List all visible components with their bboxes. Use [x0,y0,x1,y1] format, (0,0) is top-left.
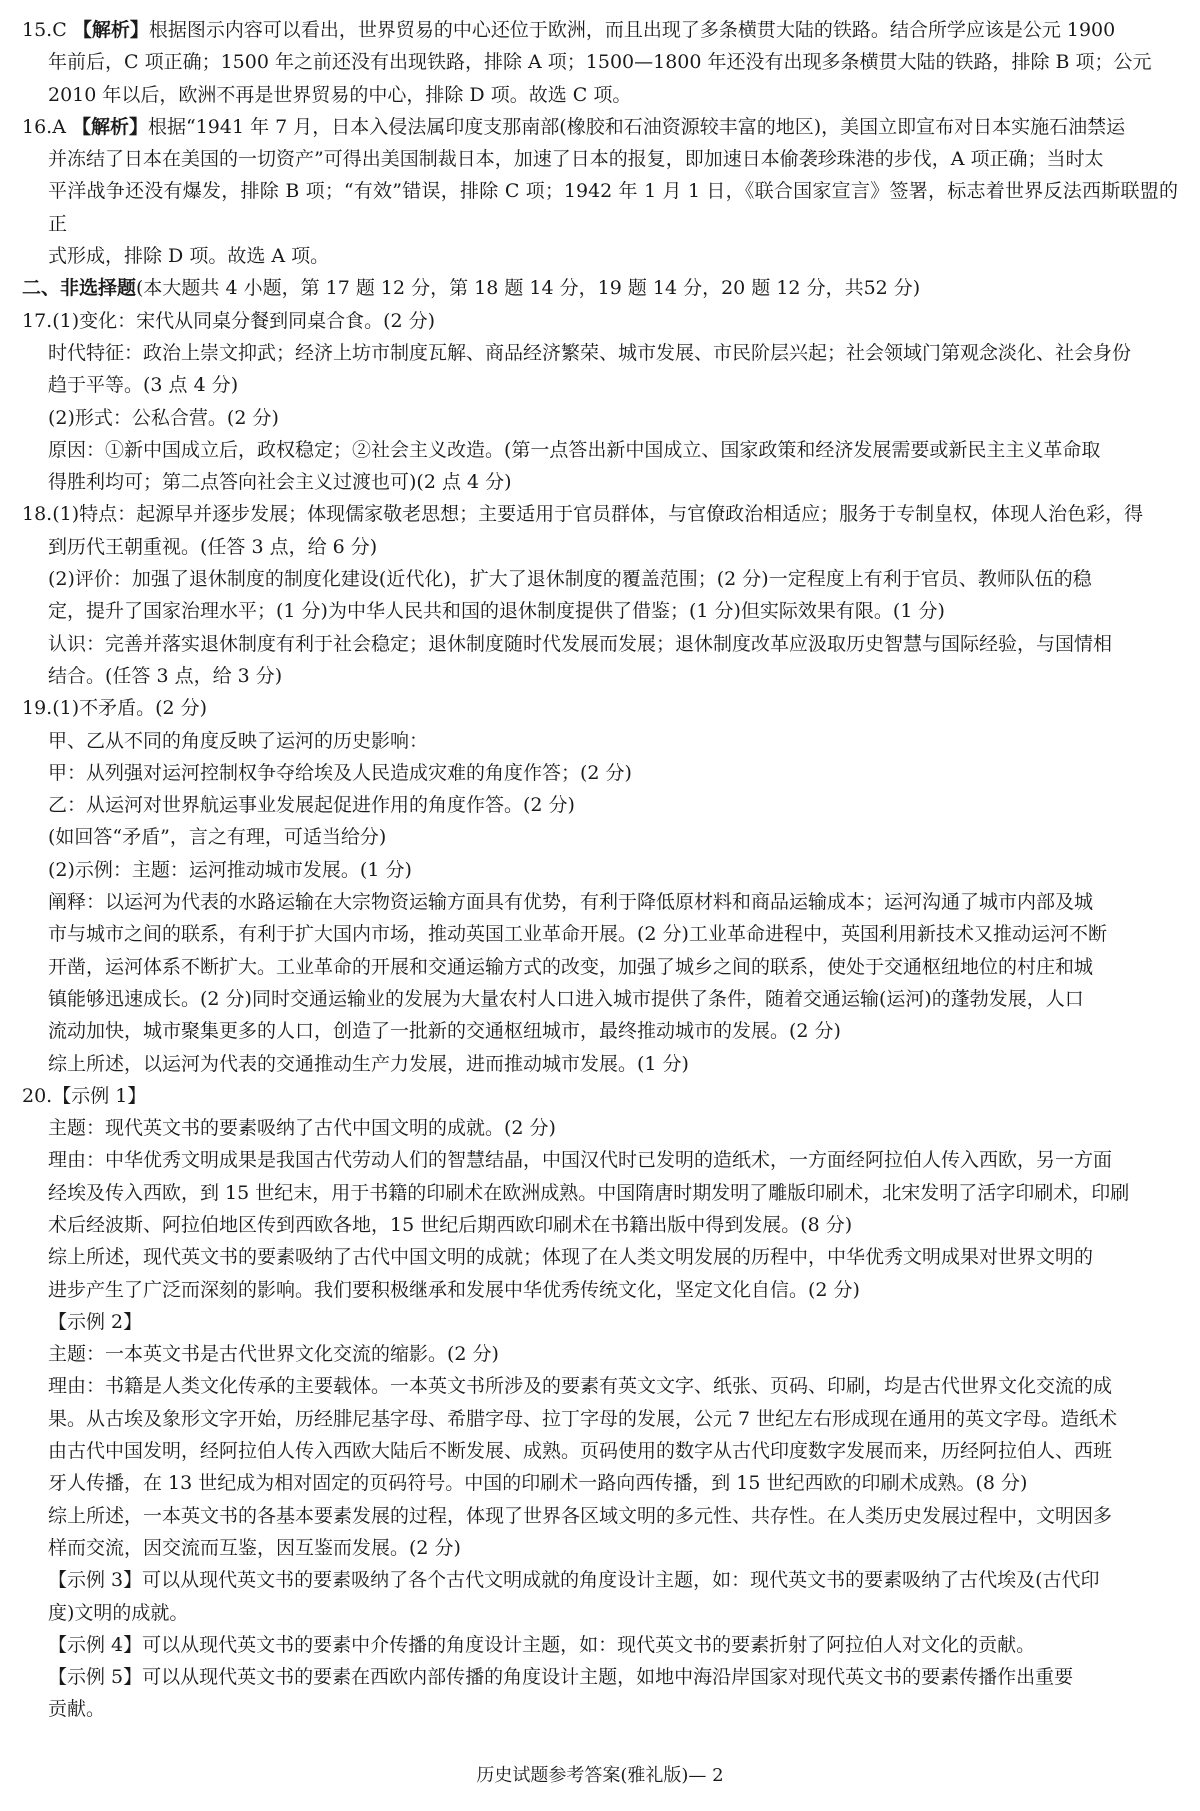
answer-17-line-2: 时代特征：政治上崇文抑武；经济上坊市制度瓦解、商品经济繁荣、城市发展、市民阶层兴起；社会领域门第观念淡化、社会身份 [48,341,1132,364]
answer-16-line-4: 式形成，排除 D 项。故选 A 项。 [48,245,330,268]
answer-15-label: 15.C [22,19,67,41]
answer-17-line-3: 趋于平等。(3 点 4 分) [48,374,239,397]
answer-17-line-4: (2)形式：公私合营。(2 分) [48,406,279,429]
answer-19-line-9: 开凿，运河体系不断扩大。工业革命的开展和交通运输方式的改变，加强了城乡之间的联系，使处于交通枢纽地位的村庄和城 [48,955,1094,978]
answer-15-line-2: 年前后，C 项正确；1500 年之前还没有出现铁路，排除 A 项；1500—1800 年还没有出现多条横贯大陆的铁路，排除 B 项；公元 [48,51,1152,74]
answer-17-line-6: 得胜利均可；第二点答向社会主义过渡也可)(2 点 4 分) [48,471,512,494]
example-2-line-3: 果。从古埃及象形文字开始，历经腓尼基字母、希腊字母、拉丁字母的发展，公元 7 世纪左右形成现在通用的英文字母。造纸术 [48,1407,1118,1430]
answer-19-line-6: (2)示例：主题：运河推动城市发展。(1 分) [48,858,412,881]
analysis-tag: 【解析】 [72,19,149,41]
example-4-label: 【示例 4】 [48,1633,143,1656]
example-4-text: 可以从现代英文书的要素中介传播的角度设计主题，如：现代英文书的要素折射了阿拉伯人对文化的贡献。 [142,1633,1036,1656]
example-1-line-5: 综上所述，现代英文书的要素吸纳了古代中国文明的成就；体现了在人类文明发展的历程中，中华优秀文明成果对世界文明的 [48,1246,1094,1269]
answer-19-line-3: 甲：从列强对运河控制权争夺给埃及人民造成灾难的角度作答；(2 分) [48,761,632,784]
example-4-line-1 [22,1629,1178,1661]
section-note: (本大题共 4 小题，第 17 题 12 分，第 18 题 14 分，19 题 14 分，20 题 12 分，共52 分) [136,277,921,300]
example-2-line-2: 理由：书籍是人类文化传承的主要载体。一本英文书所涉及的要素有英文文字、纸张、页码、印刷，均是古代世界文化交流的成 [48,1375,1113,1398]
answer-18-line-1: 18.(1)特点：起源早并逐步发展；体现儒家敬老思想；主要适用于官员群体，与官僚政治相适应；服务于专制皇权，体现人治色彩，得 [22,503,1144,526]
answer-19-line-10: 镇能够迅速成长。(2 分)同时交通运输业的发展为大量农村人口进入城市提供了条件，随着交通运输(运河)的蓬勃发展，人口 [48,987,1084,1010]
answer-18-line-5: 认识：完善并落实退休制度有利于社会稳定；退休制度随时代发展而发展；退休制度改革应汲取历史智慧与国际经验，与国情相 [48,632,1113,655]
example-2-line-4: 由古代中国发明，经阿拉伯人传入西欧大陆后不断发展、成熟。页码使用的数字从古代印度数字发展而来，历经阿拉伯人、西班 [48,1440,1113,1463]
answer-19-line-5: (如回答“矛盾”，言之有理，可适当给分) [48,826,387,849]
example-5-line-1 [22,1661,1178,1693]
example-1-line-3: 经埃及传入西欧，到 15 世纪末，用于书籍的印刷术在欧洲成熟。中国隋唐时期发明了雕版印刷术，北宋发明了活字印刷术，印刷 [48,1181,1130,1204]
answer-15-line-1 [22,14,1178,46]
answer-19-line-8: 市与城市之间的联系，有利于扩大国内市场，推动英国工业革命开展。(2 分)工业革命进程中，英国利用新技术又推动运河不断 [48,923,1107,946]
answer-17-line-5: 原因：①新中国成立后，政权稳定；②社会主义改造。(第一点答出新中国成立、国家政策和经济发展需要或新民主主义革命取 [48,438,1101,461]
answer-15 [22,14,1178,111]
example-2-line-6: 综上所述，一本英文书的各基本要素发展的过程，体现了世界各区域文明的多元性、共存性。在人类历史发展过程中，文明因多 [48,1504,1113,1527]
answer-18 [22,498,1178,692]
answer-18-line-3: (2)评价：加强了退休制度的制度化建设(近代化)，扩大了退休制度的覆盖范围；(2 分)一定程度上有利于官员、教师队伍的稳 [48,568,1092,591]
example-1-line-1: 主题：现代英文书的要素吸纳了古代中国文明的成就。(2 分) [48,1117,556,1140]
answer-17-line-1: 17.(1)变化：宋代从同桌分餐到同桌合食。(2 分) [22,309,436,332]
example-2-line-1: 主题：一本英文书是古代世界文化交流的缩影。(2 分) [48,1343,499,1366]
example-3-line-1 [22,1564,1178,1596]
answer-16-line-1 [22,111,1178,143]
answer-19-line-1: 19.(1)不矛盾。(2 分) [22,697,208,720]
answer-18-line-6: 结合。(任答 3 点，给 3 分) [48,664,283,687]
example-3-line-2: 度)文明的成就。 [48,1601,189,1624]
example-5-text: 可以从现代英文书的要素在西欧内部传播的角度设计主题，如地中海沿岸国家对现代英文书的要素传播作出重要 [142,1666,1074,1689]
answer-16-label: 16.A [22,115,66,138]
answer-19-line-12: 综上所述，以运河为代表的交通推动生产力发展，进而推动城市发展。(1 分) [48,1052,689,1075]
page-footer: 历史试题参考答案(雅礼版)— 2 [476,1765,724,1786]
example-2-line-7: 样而交流，因交流而互鉴，因互鉴而发展。(2 分) [48,1536,461,1559]
example-1-line-4: 术后经波斯、阿拉伯地区传到西欧各地，15 世纪后期西欧印刷术在书籍出版中得到发展。(8 分) [48,1213,853,1236]
answer-19-line-7: 阐释：以运河为代表的水路运输在大宗物资运输方面具有优势，有利于降低原材料和商品运输成本；运河沟通了城市内部及城 [48,891,1094,914]
answer-18-line-4: 定，提升了国家治理水平；(1 分)为中华人民共和国的退休制度提供了借鉴；(1 分)但实际效果有限。(1 分) [48,600,945,623]
example-3-text: 可以从现代英文书的要素吸纳了各个古代文明成就的角度设计主题，如：现代英文书的要素吸纳了古代埃及(古代印 [142,1569,1100,1592]
example-1-line-6: 进步产生了广泛而深刻的影响。我们要积极继承和发展中华优秀传统文化，坚定文化自信。(2 分) [48,1278,860,1301]
analysis-tag: 【解析】 [71,115,148,138]
answer-19-line-11: 流动加快，城市聚集更多的人口，创造了一批新的交通枢纽城市，最终推动城市的发展。(2 分) [48,1020,841,1043]
answer-19-line-4: 乙：从运河对世界航运事业发展起促进作用的角度作答。(2 分) [48,794,575,817]
example-2-label: 【示例 2】 [48,1310,143,1333]
answer-19 [22,692,1178,1080]
answer-20 [22,1080,1178,1726]
example-3-label: 【示例 3】 [48,1569,143,1592]
answer-15-text: 根据图示内容可以看出，世界贸易的中心还位于欧洲，而且出现了多条横贯大陆的铁路。结合所学应该是公元 1900 [148,19,1116,41]
answer-16-text: 根据“1941 年 7 月，日本入侵法属印度支那南部(橡胶和石油资源较丰富的地区)，美国立即宣布对日本实施石油禁运 [148,115,1126,138]
example-5-label: 【示例 5】 [48,1666,143,1689]
answer-16-line-2: 并冻结了日本在美国的一切资产”可得出美国制裁日本，加速了日本的报复，即加速日本偷袭珍珠港的步伐，A 项正确；当时太 [48,148,1104,171]
answer-15-line-3: 2010 年以后，欧洲不再是世界贸易的中心，排除 D 项。故选 C 项。 [48,83,632,106]
answer-19-line-2: 甲、乙从不同的角度反映了运河的历史影响： [48,729,429,752]
example-2-line-5: 牙人传播，在 13 世纪成为相对固定的页码符号。中国的印刷术一路向西传播，到 15 世纪西欧的印刷术成熟。(8 分) [48,1472,1028,1495]
answer-18-line-2: 到历代王朝重视。(任答 3 点，给 6 分) [48,535,378,558]
answer-17 [22,305,1178,499]
answer-16-line-3: 平洋战争还没有爆发，排除 B 项；“有效”错误，排除 C 项；1942 年 1 月 1 日，《联合国家宣言》签署，标志着世界反法西斯联盟的正 [48,180,1178,235]
section-heading [22,272,1178,304]
section-title: 二、非选择题 [22,277,137,300]
example-5-line-2: 贡献。 [48,1698,106,1721]
example-1-label: 20.【示例 1】 [22,1084,147,1107]
answer-16 [22,111,1178,272]
example-1-line-2: 理由：中华优秀文明成果是我国古代劳动人们的智慧结晶，中国汉代时已发明的造纸术，一方面经阿拉伯人传入西欧，另一方面 [48,1149,1113,1172]
